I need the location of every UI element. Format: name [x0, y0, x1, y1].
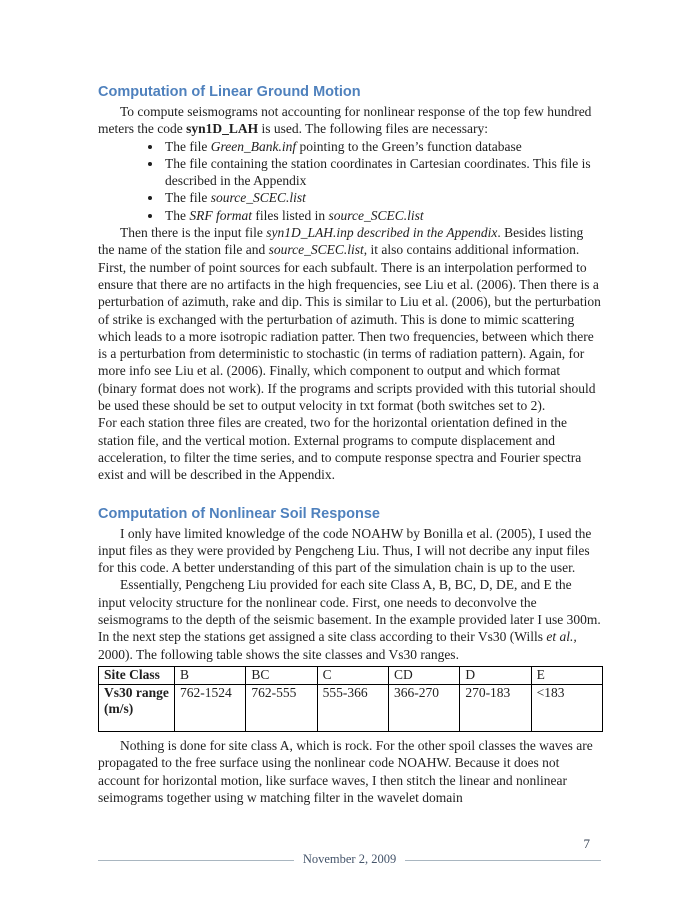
footer-rule-row [98, 853, 601, 868]
bullet-item [163, 138, 601, 155]
text-run: Green_Bank.inf [210, 138, 297, 154]
page-number: 7 [583, 836, 590, 851]
table-cell: E [531, 666, 602, 684]
document-content [98, 84, 601, 806]
footer-rule-right [405, 860, 601, 861]
table-row [99, 685, 603, 732]
text-run: Nothing is done for site class A, which is rock. For the other spoil classes the waves are propagated to the free surface using the nonlinear code NOAHW. Because it does not account for horizontal motion, like surface waves, I then stitch the linear and nonlinear seimograms together using w matching filter in the wavelet domain [98, 738, 593, 805]
table-cell: Site Class [99, 666, 175, 684]
text-run: syn1D_LAH [186, 121, 259, 137]
text-run: syn1D_LAH.inp described in the Appendix [266, 225, 498, 241]
section-heading: Computation of Linear Ground Motion [98, 84, 361, 100]
table-cell: 366-270 [388, 685, 459, 732]
text-run: files listed in [252, 207, 329, 223]
site-class-table [98, 666, 603, 732]
text-run: The file [165, 190, 211, 206]
page-footer [98, 835, 601, 868]
text-run: I only have limited knowledge of the code NOAHW by Bonilla et al. (2005), I used the input files as they were provided by Pengcheng Liu. Thus, I will not decribe any input files for this code. A better understanding of this part of the simulation chain is up to the user. [98, 525, 592, 576]
text-run: 2000). The following table shows the site classes and Vs30 ranges. [98, 646, 459, 662]
text-run: The [165, 207, 190, 223]
paragraph [98, 224, 601, 414]
footer-date: November 2, 2009 [302, 852, 397, 866]
paragraph [98, 525, 601, 577]
text-run: For each station three files are created, two for the horizontal orientation defined in the station file, and the vertical motion. External programs to compute displacement and acceleration, to filter the time series, and to compute response spectra and Fourier spectra exist and will be described in the Appendix. [98, 415, 582, 483]
footer-rule-left [98, 860, 294, 861]
table-cell: C [317, 666, 388, 684]
paragraph [98, 414, 601, 483]
text-run: The file containing the station coordinates in Cartesian coordinates. This file is described in the Appendix [165, 155, 591, 189]
table-cell: 762-555 [246, 685, 317, 732]
text-run: To compute seismograms not accounting for nonlinear response of the top few hundred meters the code [98, 104, 592, 137]
text-run: . Besides listing the name of the station file and [98, 225, 584, 258]
bullet-item [163, 189, 601, 206]
table-cell: 555-366 [317, 685, 388, 732]
table-cell: BC [246, 666, 317, 684]
bullet-item [163, 155, 601, 190]
table-cell: B [175, 666, 246, 684]
text-run: Then there is the input file [120, 225, 267, 241]
table-cell: <183 [531, 685, 602, 732]
text-run: source_SCEC.list [328, 207, 424, 223]
paragraph [98, 103, 601, 138]
text-run: source_SCEC.list [268, 242, 364, 258]
text-run: SRF format [189, 207, 252, 223]
paragraph [98, 737, 601, 806]
text-run: et al., [546, 629, 577, 645]
table-cell: 762-1524 [175, 685, 246, 732]
text-run: , it also contains additional information. First, the number of point sources for each subfault. There is an interpolation performed to ensure that there are no artifacts in the high frequencies, see Liu et al. (2006). Then there is a perturbation of azimuth, rake and dip. This is similar to Liu et al. (2006), but the perturbation of strike is exchanged with the perturbation of azimuth. This is done to mimic scattering which leads to a more isotropic radiation patter. Then two frequencies, between which there is a perturbation from deterministic to stochastic (in terms of radiation pattern). Again, for more info see Liu et al. (2006). Finally, which component to output and which format (binary format does not work). If the programs and scripts provided with this tutorial should be used these should be set to output velocity in txt format (both switches set to 2). [98, 242, 601, 414]
bullet-list [98, 138, 601, 224]
text-run: pointing to the Green’s function database [296, 138, 522, 154]
table-cell: Vs30 range (m/s) [99, 685, 175, 732]
table-cell: CD [388, 666, 459, 684]
table-cell: 270-183 [460, 685, 531, 732]
text-run: source_SCEC.list [210, 190, 306, 206]
table-cell: D [460, 666, 531, 684]
bullet-item [163, 207, 601, 224]
section-heading: Computation of Nonlinear Soil Response [98, 505, 380, 522]
text-run: is used. The following files are necessary: [258, 121, 489, 137]
text-run: The file [165, 138, 211, 154]
page-number-row [98, 835, 601, 852]
text-run: Essentially, Pengcheng Liu provided for each site Class A, B, BC, D, DE, and E the input velocity structure for the nonlinear code. First, one needs to deconvolve the seismograms to the depth of the seismic basement. In the example provided later I use 300m. In the next step the stations get assigned a site class according to their Vs30 (Wills [98, 577, 601, 645]
paragraph [98, 576, 601, 662]
table-row [99, 666, 603, 684]
